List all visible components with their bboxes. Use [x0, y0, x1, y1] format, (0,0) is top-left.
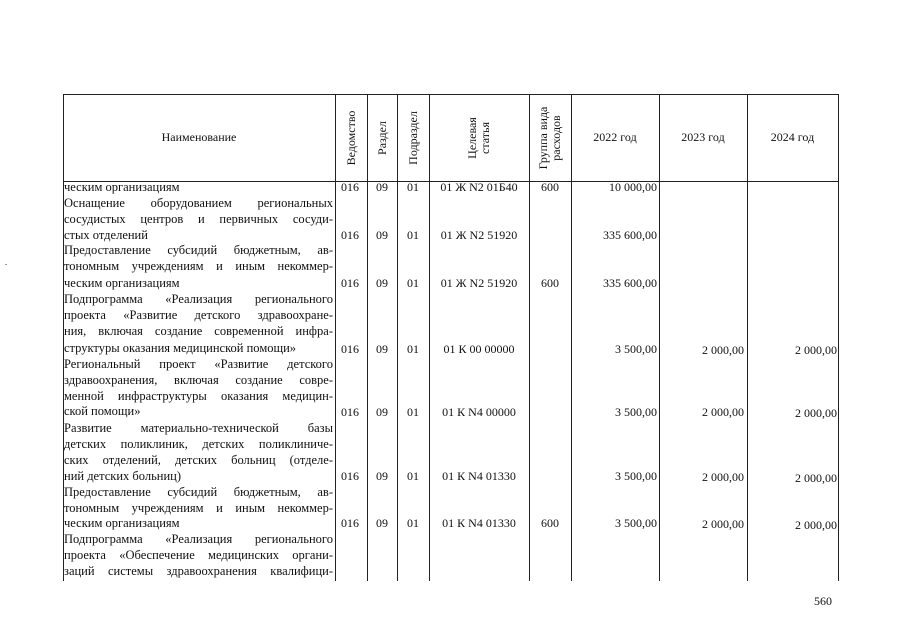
row-name-line: Оснащение оборудованием региональных: [64, 196, 333, 210]
row-name-line: ния, включая создание современной инфра-: [64, 324, 333, 338]
header-razdel-text: Раздел: [375, 120, 389, 155]
cell-ved: 016: [341, 405, 359, 419]
header-2022: [571, 94, 659, 181]
cell-podrazdel: 01: [407, 276, 419, 290]
cell-podrazdel: 01: [407, 469, 419, 483]
cell-2024: 2 000,00: [795, 518, 837, 532]
cell-celevaya: 01 Ж N2 51920: [440, 228, 518, 242]
cell-gruppa: 600: [541, 276, 559, 290]
cell-2023: 2 000,00: [702, 470, 744, 484]
row-name-line: ской помощи»: [64, 404, 141, 418]
cell-razdel: 09: [376, 405, 388, 419]
cell-ved: 016: [341, 342, 359, 356]
cell-ved: 016: [341, 516, 359, 530]
row-name-line: детских поликлиник, детских поликлиниче-: [64, 437, 333, 451]
page-number: 560: [814, 594, 832, 608]
header-2023: [659, 94, 747, 181]
row-name-line: Развитие материально-технической базы: [64, 421, 333, 435]
row-name-line: ний детских больниц): [64, 469, 182, 483]
cell-gruppa: 600: [541, 180, 559, 194]
cell-celevaya: 01 Ж N2 51920: [440, 276, 518, 290]
cell-razdel: 09: [376, 516, 388, 530]
cell-ved: 016: [341, 276, 359, 290]
row-name-line: структуры оказания медицинской помощи»: [64, 341, 297, 355]
header-name: [63, 94, 335, 181]
cell-2022: 3 500,00: [615, 405, 657, 419]
row-name-line: ских отделений, детских больниц (отделе-: [64, 453, 333, 467]
cell-podrazdel: 01: [407, 342, 419, 356]
row-name-line: заций системы здравоохранения квалифици-: [64, 564, 333, 578]
header-gruppa-line1: Группа вида: [536, 106, 550, 169]
cell-razdel: 09: [376, 342, 388, 356]
cell-2022: 3 500,00: [615, 342, 657, 356]
cell-podrazdel: 01: [407, 180, 419, 194]
header-2024: [747, 94, 838, 181]
grid-line: [838, 94, 839, 581]
cell-ved: 016: [341, 469, 359, 483]
cell-razdel: 09: [376, 228, 388, 242]
cell-podrazdel: 01: [407, 516, 419, 530]
cell-podrazdel: 01: [407, 228, 419, 242]
cell-2022: 3 500,00: [615, 469, 657, 483]
header-celevaya: [429, 94, 529, 181]
header-name-text: Наименование: [161, 130, 237, 144]
cell-ved: 016: [341, 228, 359, 242]
cell-2022: 10 000,00: [609, 180, 657, 194]
header-2023-text: 2023 год: [681, 130, 725, 144]
row-name-line: стых отделений: [64, 228, 148, 242]
header-ved: [335, 94, 367, 181]
header-gruppa-text: [537, 106, 563, 169]
cell-celevaya: 01 К N4 01330: [442, 469, 516, 483]
row-name-line: проекта «Развитие детского здравоохране-: [64, 308, 333, 322]
cell-razdel: 09: [376, 276, 388, 290]
header-ved-text: Ведомство: [344, 110, 358, 165]
cell-podrazdel: 01: [407, 405, 419, 419]
cell-celevaya: 01 К 00 00000: [443, 342, 515, 356]
row-name-line: тономным учреждениям и иным некоммер-: [64, 259, 333, 273]
cell-gruppa: 600: [541, 516, 559, 530]
row-name-line: ческим организациям: [64, 180, 180, 194]
row-name-line: проекта «Обеспечение медицинских органи-: [64, 548, 333, 562]
row-name-line: Подпрограмма «Реализация регионального: [64, 532, 333, 546]
row-name-line: ческим организациям: [64, 516, 180, 530]
row-name-line: менной инфраструктуры оказания медицин-: [64, 389, 333, 403]
cell-celevaya: 01 Ж N2 01Б40: [440, 180, 518, 194]
row-name-line: ческим организациям: [64, 276, 180, 290]
header-2024-text: 2024 год: [770, 130, 815, 144]
header-celevaya-line2: статья: [478, 121, 492, 154]
row-name-line: Предоставление субсидий бюджетным, ав-: [64, 243, 333, 257]
header-razdel: [367, 94, 397, 181]
row-name-line: тономным учреждениям и иным некоммер-: [64, 501, 333, 515]
scan-mark: [5, 264, 7, 265]
cell-celevaya: 01 К N4 00000: [442, 405, 516, 419]
cell-2024: 2 000,00: [795, 471, 837, 485]
cell-razdel: 09: [376, 180, 388, 194]
row-name-line: Подпрограмма «Реализация регионального: [64, 292, 333, 306]
row-name-line: Региональный проект «Развитие детского: [64, 357, 333, 371]
cell-2023: 2 000,00: [702, 343, 744, 357]
cell-2024: 2 000,00: [795, 343, 837, 357]
cell-2024: 2 000,00: [795, 406, 837, 420]
cell-2022: 3 500,00: [615, 516, 657, 530]
budget-table: [63, 94, 839, 581]
header-podrazdel-text: Подраздел: [406, 110, 420, 165]
cell-2022: 335 600,00: [603, 276, 657, 290]
cell-2022: 335 600,00: [603, 228, 657, 242]
cell-ved: 016: [341, 180, 359, 194]
row-name-line: сосудистых центров и первичных сосуди-: [64, 212, 333, 226]
header-celevaya-line1: Целевая: [465, 116, 479, 159]
cell-celevaya: 01 К N4 01330: [442, 516, 516, 530]
header-2022-text: 2022 год: [593, 130, 637, 144]
cell-2023: 2 000,00: [702, 517, 744, 531]
header-gruppa: [529, 94, 571, 181]
header-podrazdel: [397, 94, 429, 181]
header-gruppa-line2: расходов: [549, 114, 563, 161]
row-name-line: здравоохранения, включая создание совре-: [64, 373, 333, 387]
cell-razdel: 09: [376, 469, 388, 483]
cell-2023: 2 000,00: [702, 405, 744, 419]
row-name-line: Предоставление субсидий бюджетным, ав-: [64, 485, 333, 499]
header-celevaya-text: [466, 117, 492, 159]
